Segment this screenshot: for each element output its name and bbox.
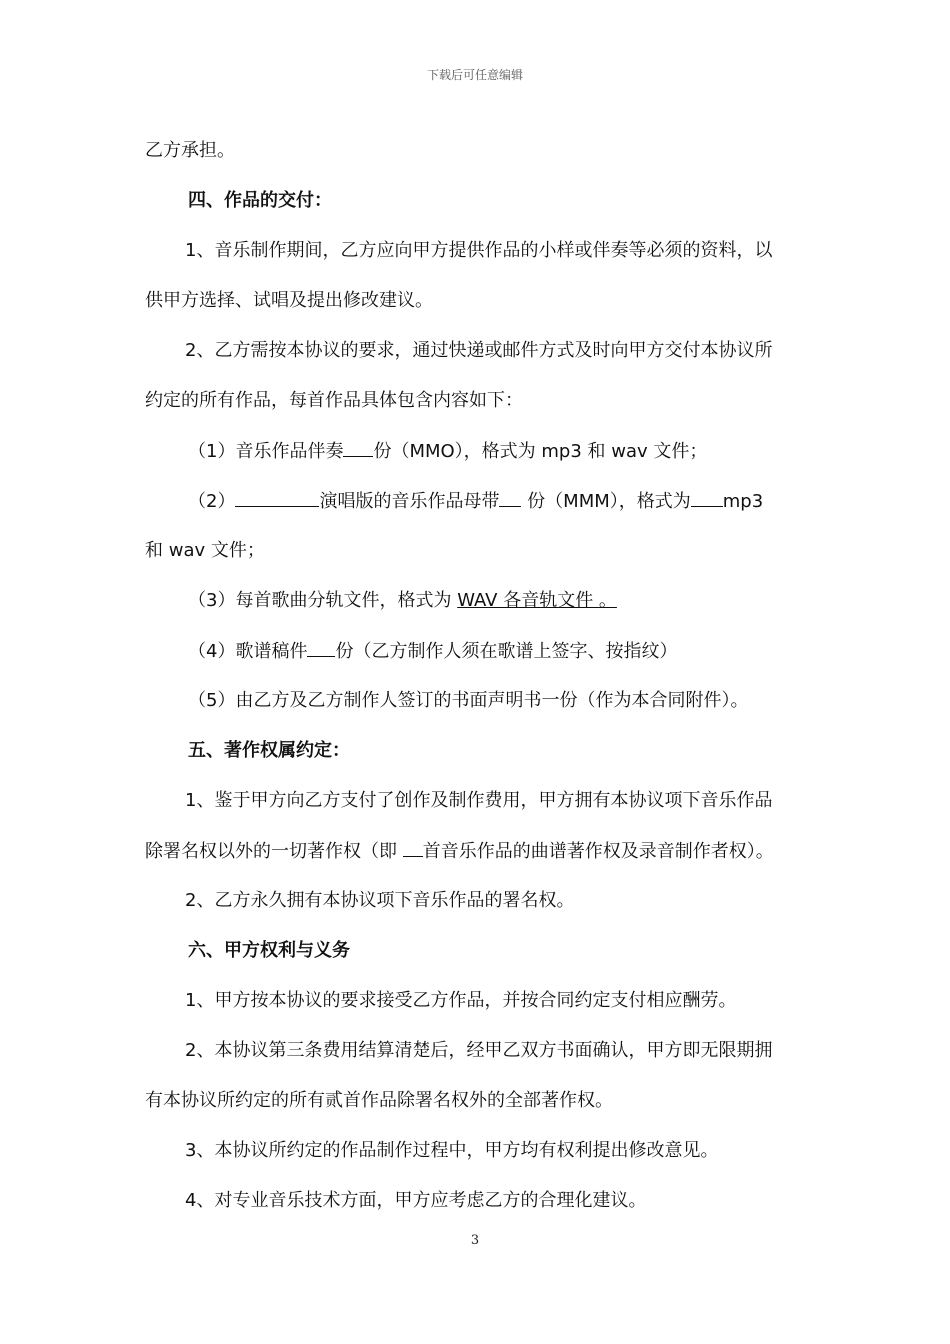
list-item-2 (188, 488, 853, 515)
section-heading-copyright: 五、著作权属约定： (188, 740, 350, 761)
list-item-1 (188, 438, 853, 465)
paragraph-line: 3、本协议所约定的作品制作过程中，甲方均有权利提出修改意见。 (185, 1140, 719, 1161)
paragraph-line: 4、对专业音乐技术方面，甲方应考虑乙方的合理化建议。 (185, 1190, 647, 1211)
page-number: 3 (470, 1233, 480, 1248)
list-item-text: 份（MMO），格式为 mp3 和 wav 文件； (373, 441, 708, 462)
fill-blank (235, 488, 319, 507)
paragraph-line (145, 838, 810, 865)
list-item-5: （5）由乙方及乙方制作人签订的书面声明书一份（作为本合同附件）。 (188, 690, 749, 711)
list-item-text: 份（MMM），格式为 (521, 491, 691, 512)
list-item-text: 演唱版的音乐作品母带 (319, 491, 500, 512)
fill-blank (691, 488, 723, 507)
list-item-text: mp3 (722, 491, 764, 512)
list-item-text: （4）歌谱稿件 (188, 641, 308, 662)
fill-blank (499, 488, 521, 507)
list-item-4 (188, 638, 853, 665)
paragraph-text: 除署名权以外的一切著作权（即 (145, 841, 403, 862)
paragraph-line: 乙方承担。 (145, 140, 235, 161)
fill-blank (343, 438, 373, 457)
list-item-3 (188, 588, 853, 614)
paragraph-line: 1、音乐制作期间，乙方应向甲方提供作品的小样或伴奏等必须的资料，以 (185, 240, 773, 261)
paragraph-line: 1、甲方按本协议的要求接受乙方作品，并按合同约定支付相应酬劳。 (185, 990, 737, 1011)
paragraph-text: 首音乐作品的曲谱著作权及录音制作者权）。 (422, 841, 774, 862)
paragraph-line: 供甲方选择、试唱及提出修改建议。 (145, 290, 433, 311)
paragraph-line: 2、本协议第三条费用结算清楚后，经甲乙双方书面确认，甲方即无限期拥 (185, 1040, 773, 1061)
list-item-text: （2） (188, 491, 236, 512)
paragraph-line: 有本协议所约定的所有贰首作品除署名权外的全部著作权。 (145, 1090, 613, 1111)
paragraph-line: 和 wav 文件； (145, 540, 265, 561)
paragraph-line: 2、乙方永久拥有本协议项下音乐作品的署名权。 (185, 890, 575, 911)
list-item-text: （3）每首歌曲分轨文件，格式为 (188, 590, 458, 611)
page-header-note: 下载后可任意编辑 (426, 68, 523, 82)
list-item-text: 份（乙方制作人须在歌谱上签字、按指纹） (335, 641, 678, 662)
paragraph-line: 约定的所有作品，每首作品具体包含内容如下： (145, 390, 523, 411)
paragraph-line: 1、鉴于甲方向乙方支付了创作及制作费用，甲方拥有本协议项下音乐作品 (185, 790, 773, 811)
section-heading-party-a-rights: 六、甲方权利与义务 (188, 940, 350, 961)
fill-blank (307, 638, 335, 657)
section-heading-delivery: 四、作品的交付： (188, 190, 332, 211)
underlined-text: WAV 各音轨文件 。 (457, 590, 617, 611)
fill-blank (403, 838, 423, 857)
paragraph-line: 2、乙方需按本协议的要求，通过快递或邮件方式及时向甲方交付本协议所 (185, 340, 773, 361)
list-item-text: （1）音乐作品伴奏 (188, 441, 344, 462)
